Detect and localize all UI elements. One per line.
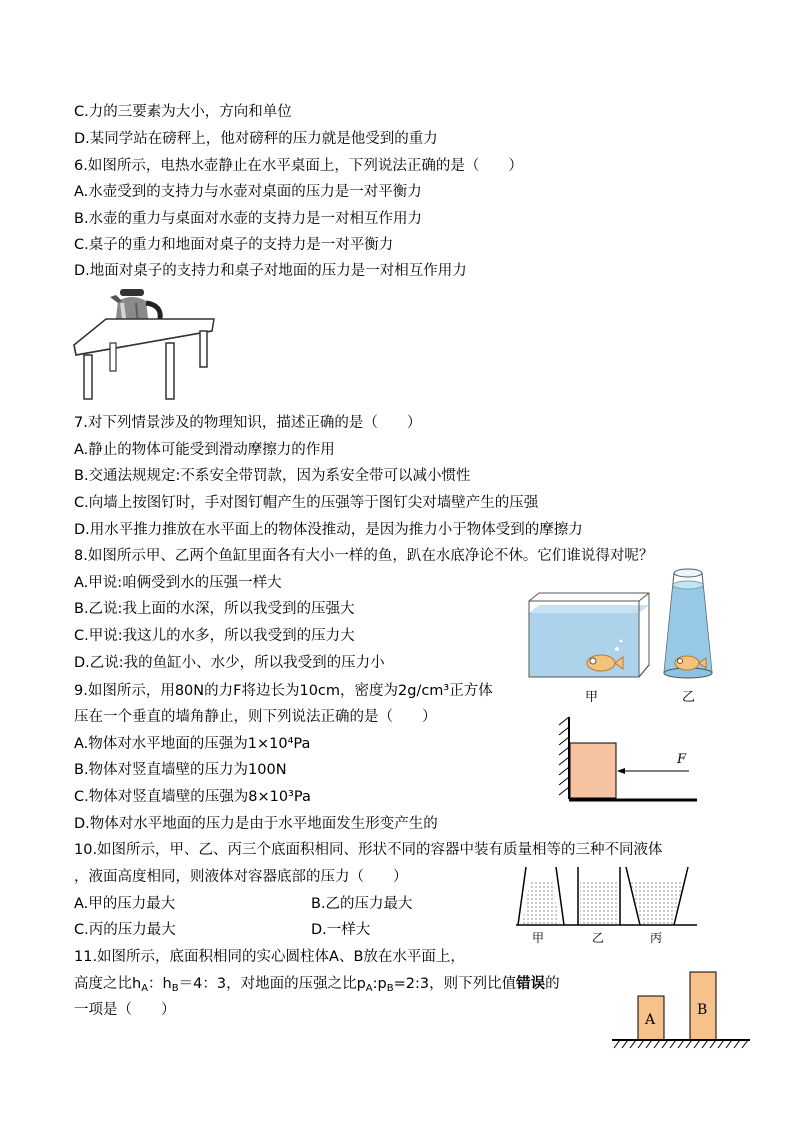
q11-stem-line3: 一项是（ ） (74, 1002, 176, 1018)
block-wall-figure (555, 715, 700, 807)
q9-option-d: D.物体对水平地面的压力是由于水平地面发生形变产生的 (74, 816, 438, 832)
q9-option-c: C.物体对竖直墙壁的压强为8×10³Pa (74, 789, 311, 805)
q10-option-a: A.甲的压力最大 (74, 896, 176, 912)
q7-option-a: A.静止的物体可能受到滑动摩擦力的作用 (74, 442, 335, 458)
q6-stem: 6.如图所示，电热水壶静止在水平桌面上，下列说法正确的是（ ） (74, 158, 523, 174)
tank-label-yi: 乙 (682, 690, 696, 705)
q9-option-a: A.物体对水平地面的压强为1×10⁴Pa (74, 736, 311, 752)
q10-option-b: B.乙的压力最大 (311, 896, 413, 912)
q8-option-d: D.乙说:我的鱼缸小、水少，所以我受到的压力小 (74, 655, 385, 671)
container-label-jia: 甲 (532, 931, 545, 945)
kettle-on-table-figure (70, 283, 220, 403)
q9-option-b: B.物体对竖直墙壁的压力为100N (74, 762, 287, 778)
cylinders-ab-figure (610, 968, 752, 1050)
q7-option-b: B.交通法规规定:不系安全带罚款，因为系安全带可以减小惯性 (74, 468, 471, 484)
q11-stem-line2: 高度之比$h_A$：$h_B=4$：3，对地面的压强之比$p_A:p_B=2:3$，则下列比值错误的 (74, 976, 560, 994)
q10-option-d: D.一样大 (311, 922, 371, 938)
q8-option-b: B.乙说:我上面的水深，所以我受到的压强大 (74, 601, 355, 617)
container-label-yi: 乙 (592, 931, 605, 945)
q5-option-d: D.某同学站在磅秤上，他对磅秤的压力就是他受到的重力 (74, 131, 438, 147)
q6-option-b: B.水壶的重力与桌面对水壶的支持力是一对相互作用力 (74, 211, 423, 227)
q6-option-a: A.水壶受到的支持力与水壶对桌面的压力是一对平衡力 (74, 184, 422, 200)
q9-stem-line1: 9.如图所示，用80N的力F将边长为10cm，密度为2g/cm³正方体 (74, 683, 493, 699)
q11-stem-line1: 11.如图所示，底面积相同的实心圆柱体A、B放在水平面上， (74, 949, 465, 965)
q7-option-d: D.用水平推力推放在水平面上的物体没推动，是因为推力小于物体受到的摩擦力 (74, 522, 583, 538)
three-containers-figure (514, 865, 699, 947)
container-label-bing: 丙 (650, 931, 663, 945)
q7-stem: 7.对下列情景涉及的物理知识，描述正确的是（ ） (74, 415, 422, 431)
q10-stem-line1: 10.如图所示，甲、乙、丙三个底面积相同、形状不同的容器中装有质量相等的三种不同液体 (74, 842, 663, 858)
cylinder-label-a: A (645, 1012, 656, 1028)
q8-option-c: C.甲说:我这儿的水多，所以我受到的压力大 (74, 628, 355, 644)
q10-stem-line2: ，液面高度相同，则液体对容器底部的压力（ ） (74, 869, 408, 885)
q6-option-c: C.桌子的重力和地面对桌子的支持力是一对平衡力 (74, 237, 394, 253)
q9-stem-line2: 压在一个垂直的墙角静止，则下列说法正确的是（ ） (74, 709, 437, 725)
q7-option-c: C.向墙上按图钉时，手对图钉帽产生的压强等于图钉尖对墙壁产生的压强 (74, 495, 539, 511)
cylinder-label-b: B (697, 1002, 708, 1018)
q10-option-c: C.丙的压力最大 (74, 922, 176, 938)
tank-label-jia: 甲 (585, 690, 599, 705)
q6-option-d: D.地面对桌子的支持力和桌子对地面的压力是一对相互作用力 (74, 263, 467, 279)
fish-tanks-figure (525, 565, 725, 705)
q8-stem: 8.如图所示甲、乙两个鱼缸里面各有大小一样的鱼，趴在水底净论不休。它们谁说得对呢？ (74, 548, 654, 564)
force-label-f: F (677, 752, 687, 767)
q5-option-c: C.力的三要素为大小，方向和单位 (74, 104, 292, 120)
q8-option-a: A.甲说:咱俩受到水的压强一样大 (74, 575, 282, 591)
